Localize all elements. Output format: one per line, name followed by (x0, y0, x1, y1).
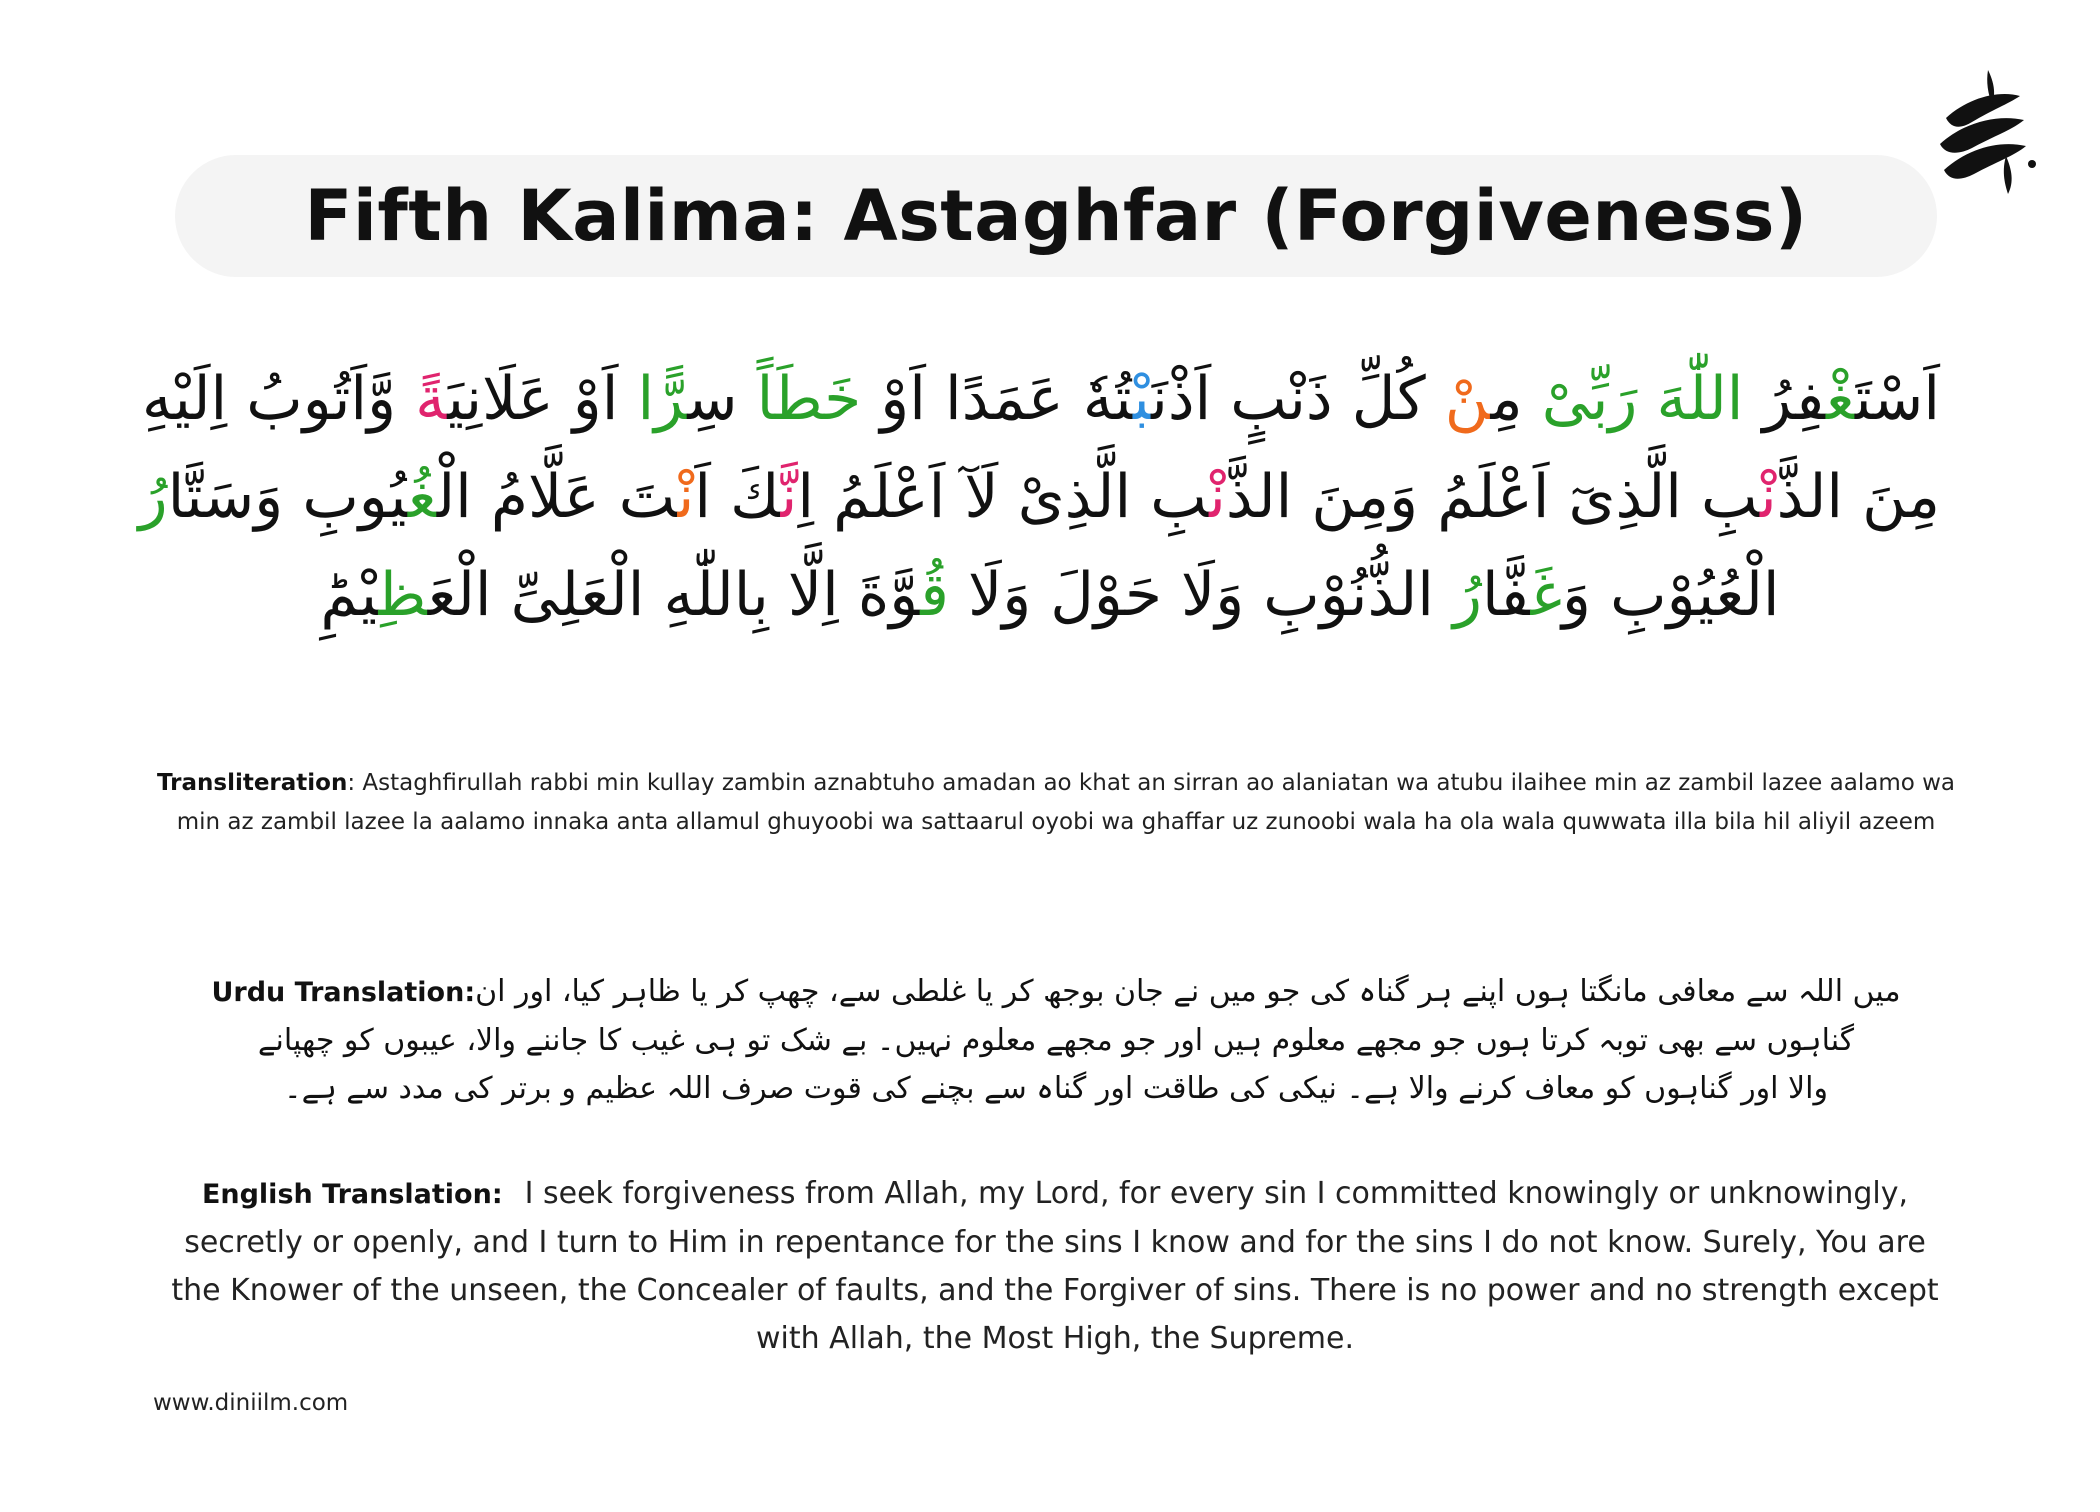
arabic-segment: نْ (1444, 364, 1491, 434)
arabic-segment: نْ (677, 462, 695, 532)
arabic-segment: غْ (1825, 364, 1855, 434)
arabic-segment: وَّاَتُوبُ اِلَيْهِ (141, 364, 416, 434)
arabic-line-3 (160, 546, 1940, 644)
english-translation-text: I seek forgiveness from Allah, my Lord, for every sin I committed knowingly or unknowingly, secretly or openly, and I turn to Him in repentance for the sins I know and for the sins I do not know. Surely, You are the Knower of the unseen, the Concealer of faults, and the Forgiver of sins. There is no power and no strength except with Allah, the Most High, the Supreme. (171, 1176, 1939, 1356)
arabic-segment: نْ (1209, 462, 1226, 532)
arabic-segment: كَ اَ (694, 462, 781, 532)
arabic-segment: يُوبِ وَسَتَّا (167, 462, 408, 532)
arabic-segment: اَوْ عَلَانِيَ (447, 364, 638, 434)
arabic-segment: الْعُيُوْبِ وَ (1562, 560, 1780, 630)
arabic-segment: تُهٗ عَمَدًا اَوْ (861, 364, 1134, 434)
arabic-segment: بِ الَّذِىٓ اَعْلَمُ وَمِنَ الذَّ (1225, 462, 1760, 532)
transliteration-paragraph (150, 764, 1962, 842)
arabic-segment: رًّا (637, 364, 688, 434)
website-footer: www.diniilm.com (153, 1390, 349, 1416)
arabic-segment: فَّا (1482, 560, 1531, 630)
arabic-segment: ةً (415, 364, 448, 434)
arabic-segment: غَ (1530, 560, 1563, 630)
arabic-line-2 (138, 448, 1940, 546)
english-translation-paragraph (160, 1170, 1950, 1363)
arabic-segment: غُ (407, 462, 437, 532)
arabic-segment: تَ عَلَّامُ الْ (436, 462, 678, 532)
english-translation-label: English Translation: (201, 1179, 503, 1210)
urdu-line-1-text: میں اللہ سے معافی مانگتا ہوں اپنے ہر گناہ کی جو میں نے جان بوجھ کر یا غلطی سے، چھپ کر یا ظاہر کیا، اور ان (475, 974, 1901, 1009)
arabic-segment: بْ (1133, 364, 1152, 434)
arabic-segment: وَّةَ اِلَّا بِاللّٰهِ الْعَلِىِّ الْعَ (427, 560, 921, 630)
arabic-segment: فِرُ (1743, 364, 1826, 434)
arabic-segment: كُلِّ ذَنْبٍ اَذْنَ (1151, 364, 1445, 434)
page-title: Fifth Kalima: Astaghfar (Forgiveness) (304, 175, 1808, 257)
transliteration-text: : Astaghfirullah rabbi min kullay zambin aznabtuho amadan ao khat an sirran ao alaniatan wa atubu ilaihee min az zambil lazee aalamo wa min az zambil lazee la aalamo innaka anta allamul ghuyoobi wa sattaarul oyobi wa ghaffar uz zunoobi wala ha ola wala quwwata illa bila hil aliyil azeem (176, 770, 1956, 835)
urdu-translation-label: Urdu Translation: (211, 977, 476, 1008)
brand-logo-icon (1928, 60, 2038, 200)
arabic-segment: مِنَ الذَّ (1776, 462, 1940, 532)
urdu-translation-paragraph (140, 968, 1972, 1113)
arabic-segment: سِ (687, 364, 757, 434)
arabic-segment: ظِ (378, 560, 428, 630)
arabic-segment: الذُّنُوْبِ وَلَا حَوْلَ وَلَا (948, 560, 1454, 630)
urdu-line-1 (140, 968, 1972, 1017)
arabic-segment: مِ (1490, 364, 1523, 434)
arabic-segment: اَسْتَ (1854, 364, 1940, 434)
arabic-segment: قُ (920, 560, 949, 630)
arabic-line-1 (141, 350, 1940, 448)
arabic-segment: بِ الَّذِىْ لَآ اَعْلَمُ اِ (797, 462, 1210, 532)
arabic-segment: رُ (138, 462, 168, 532)
urdu-line-3: والا اور گناہوں کو معاف کرنے والا ہے۔ نیکی کی طاقت اور گناہ سے بچنے کی قوت صرف اللہ عظیم و برتر کی مدد سے ہے۔ (284, 1071, 1828, 1106)
arabic-segment: يْمِؕ (320, 560, 379, 630)
arabic-segment: رَبِّىْ (1522, 364, 1638, 434)
arabic-segment: نَّ (780, 462, 798, 532)
transliteration-label: Transliteration (156, 770, 348, 796)
arabic-kalima-text (138, 350, 1940, 644)
arabic-segment: رُ (1453, 560, 1482, 630)
arabic-segment: خَطَاً (756, 364, 862, 434)
arabic-segment: نْ (1759, 462, 1777, 532)
arabic-segment: اللّٰهَ (1637, 364, 1744, 434)
urdu-line-2: گناہوں سے بھی توبہ کرتا ہوں جو مجھے معلوم ہیں اور جو مجھے معلوم نہیں۔ بے شک تو ہی غیب کا جاننے والا، عیبوں کو چھپانے (257, 1023, 1855, 1058)
title-banner (175, 155, 1937, 277)
